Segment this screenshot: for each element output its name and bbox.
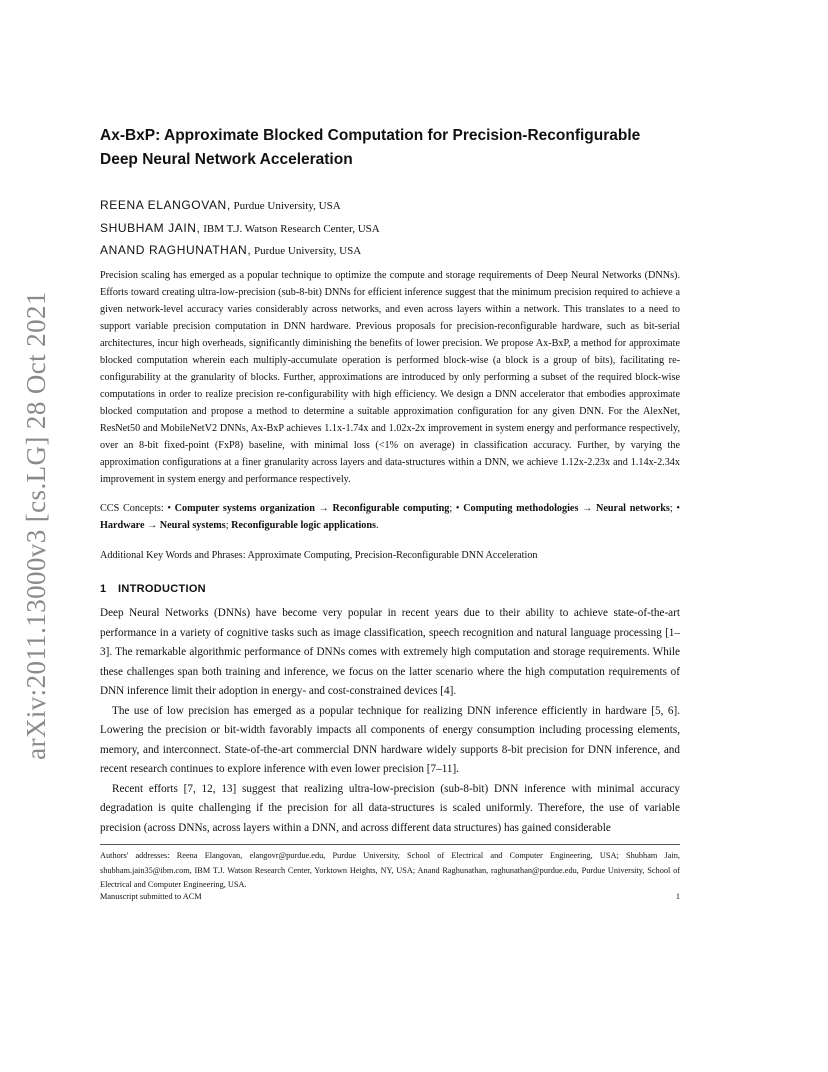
author-name: SHUBHAM JAIN,: [100, 220, 201, 235]
footnote-divider: [100, 844, 680, 845]
keywords: Additional Key Words and Phrases: Approximate Computing, Precision-Reconfigurable DNN Acceleration: [100, 550, 538, 561]
page-number: 1: [675, 892, 680, 901]
author-entry: [100, 240, 680, 263]
author-name: ANAND RAGHUNATHAN,: [100, 243, 252, 257]
manuscript-note: Manuscript submitted to ACM: [100, 892, 202, 901]
ccs-term: Hardware: [100, 520, 145, 531]
author-list: [100, 195, 680, 263]
author-addresses-footnote: Authors' addresses: Reena Elangovan, elangovr@purdue.edu, Purdue University, School of Electrical and Computer Engineering, USA; Shubham Jain, shubham.jain35@ibm.com, IBM T.J. Watson Research Center, Yorktown Heights, NY, USA; Anand Raghunathan, raghunathan@purdue.edu, Purdue University, School of Electrical and Computer Engineering, USA.: [100, 851, 680, 889]
body-paragraph: The use of low precision has emerged as a popular technique for realizing DNN inference efficiently in hardware [5, 6]. Lowering the precision or bit-width favorably impacts all components of energy consumption including processing elements, memory, and interconnect. State-of-the-art commercial DNN hardware widely supports 8-bit precision for DNN inference, and recent research continues to explore inference with even lower precision [7–11].: [100, 704, 680, 775]
ccs-term: Neural networks: [596, 503, 670, 514]
ccs-term: Reconfigurable logic applications: [231, 520, 377, 531]
title-line-1: Ax-BxP: Approximate Blocked Computation for Precision-Reconfigurable: [100, 127, 641, 144]
author-affiliation: Purdue University, USA: [254, 245, 362, 257]
author-affiliation: Purdue University, USA: [233, 200, 341, 212]
title-line-2: Deep Neural Network Acceleration: [100, 151, 353, 168]
ccs-arrow: →: [314, 503, 333, 514]
author-name: REENA ELANGOVAN,: [100, 198, 231, 212]
arxiv-stamp-text: arXiv:2011.13000v3 [cs.LG] 28 Oct 2021: [20, 290, 51, 760]
ccs-term: Reconfigurable computing: [332, 503, 450, 514]
ccs-term: Computing methodologies: [463, 503, 579, 514]
ccs-arrow: →: [144, 520, 160, 531]
author-affiliation: IBM T.J. Watson Research Center, USA: [203, 222, 380, 235]
ccs-arrow: →: [578, 503, 597, 514]
ccs-label: CCS Concepts: •: [100, 503, 175, 514]
section-number: 1: [100, 583, 107, 595]
author-entry: [100, 218, 680, 241]
paper-title: [100, 124, 680, 172]
author-entry: [100, 195, 680, 218]
ccs-end: .: [376, 520, 379, 531]
body-paragraph: Deep Neural Networks (DNNs) have become very popular in recent years due to their ability to achieve state-of-the-art performance in a variety of cognitive tasks such as image classification, speech recognition and natural language processing [1–3]. The remarkable algorithmic performance of DNNs comes with extremely high computation and storage requirements. While these challenges span both training and inference, we focus on the latter scenario where the high computation requirements of DNN inference limit their adoption in energy- and cost-constrained devices [4].: [100, 607, 680, 697]
abstract: Precision scaling has emerged as a popular technique to optimize the compute and storage requirements of Deep Neural Networks (DNNs). Efforts toward creating ultra-low-precision (sub-8-bit) DNNs for efficient inference suggest that the minimum precision required to achieve a given network-level accuracy varies considerably across networks, and even across layers within a network. This translates to a need to support variable precision computation in DNN hardware. Previous proposals for precision-reconfigurable hardware, such as bit-serial architectures, incur high overheads, significantly diminishing the benefits of lower precision. We propose Ax-BxP, a method for approximate blocked computation wherein each multiply-accumulate operation is performed block-wise (a block is a group of bits), facilitating re-configurability at the granularity of blocks. Further, approximations are introduced by only performing a subset of the required block-wise computations in order to realize precision re-configurability with high efficiency. We design a DNN accelerator that embodies approximate blocked computation and propose a method to determine a suitable approximation configuration for any given DNN. For the AlexNet, ResNet50 and MobileNetV2 DNNs, Ax-BxP achieves 1.1x-1.74x and 1.02x-2x improvement in system energy and performance respectively, over an 8-bit fixed-point (FxP8) baseline, with minimal loss (<1% on average) in classification accuracy. Further, by varying the approximation configurations at a finer granularity across layers and data-structures within a DNN, we achieve 1.12x-2.23x and 1.14x-2.34x improvement in system energy and performance respectively.: [100, 270, 680, 485]
ccs-separator: ; •: [449, 503, 464, 514]
introduction-body: [100, 604, 680, 838]
section-heading: [100, 583, 680, 595]
ccs-term: Neural systems: [159, 520, 226, 531]
ccs-separator: ; •: [669, 503, 680, 514]
section-title: INTRODUCTION: [118, 583, 206, 595]
ccs-concepts: [100, 500, 680, 534]
body-paragraph: Recent efforts [7, 12, 13] suggest that realizing ultra-low-precision (sub-8-bit) DNN inference with minimal accuracy degradation is quite challenging if the precision for all data-structures is scaled uniformly. Therefore, the use of variable precision (across DNNs, across layers within a DNN, and across different data structures) has gained considerable: [100, 782, 680, 834]
arxiv-identifier-stamp: [14, 290, 58, 760]
ccs-separator: ;: [225, 520, 232, 531]
ccs-term: Computer systems organization: [174, 503, 315, 514]
